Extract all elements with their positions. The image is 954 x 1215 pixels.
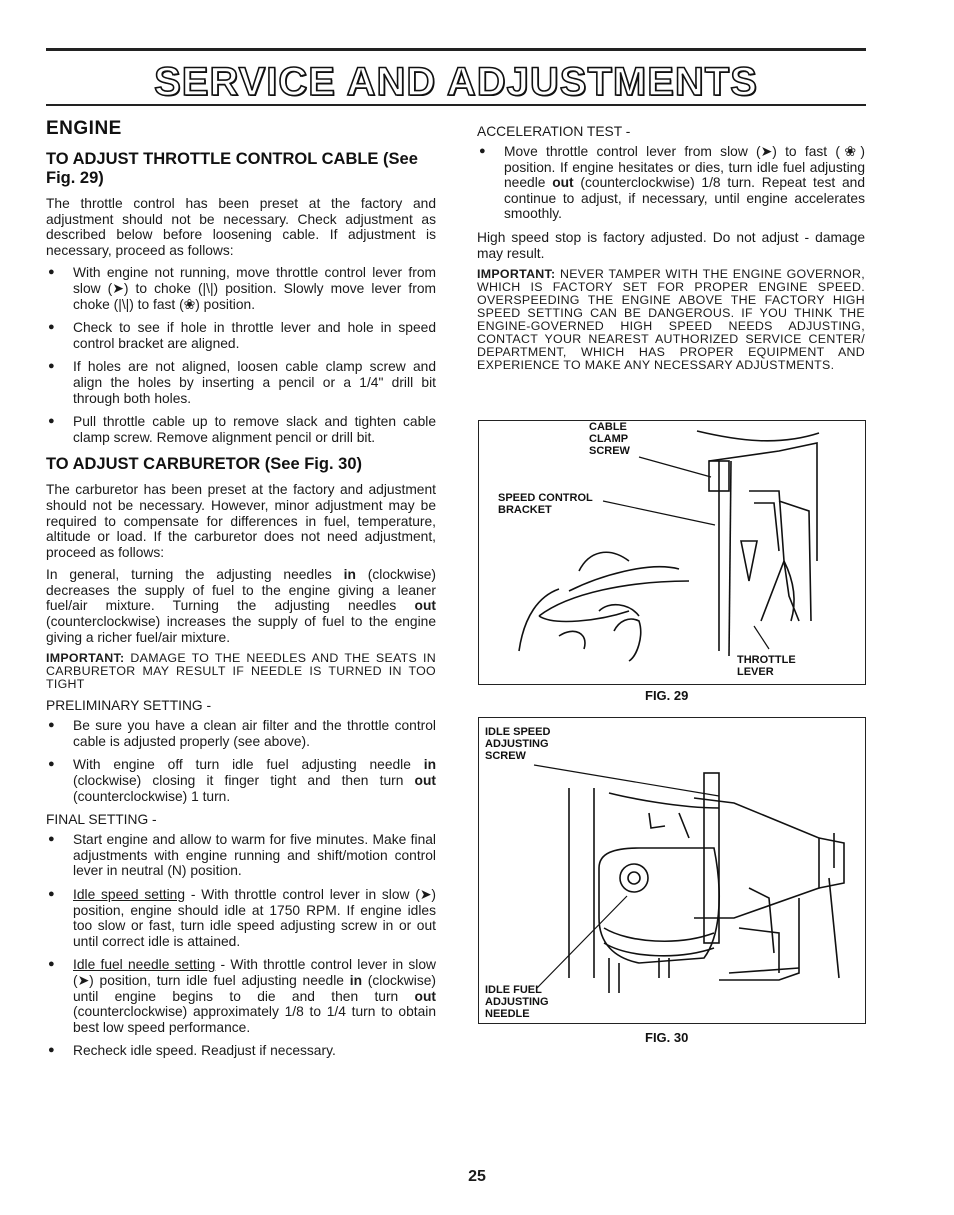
list-item: ● Be sure you have a clean air filter and the throttle control cable is adjusted properly (see above). [48,718,436,749]
list-item: ● Recheck idle speed. Readjust if necessary. [48,1043,336,1059]
page-number: 25 [468,1168,486,1185]
list-item: ● With engine off turn idle fuel adjusting needle in (clockwise) closing it finger tight and then turn out (counterclockwise) 1 turn. [48,757,436,804]
throttle-steps [46,265,436,445]
heading-throttle-cable: TO ADJUST THROTTLE CONTROL CABLE (See Fig. 29) [46,150,418,187]
final-steps [46,832,436,1059]
page-title: SERVICE AND ADJUSTMENTS [154,60,758,104]
carburetor-illustration [479,718,865,1023]
bullet-icon: ● [48,888,55,900]
cable-clamp-screw-label: CABLE CLAMP SCREW [589,421,630,457]
figure-30 [478,717,866,1024]
throttle-intro: The throttle control has been preset at the factory and adjustment should not be necessary. Check adjustment as described below before loosening cable. If adjustment is necessary, proceed as follows: [46,196,436,258]
throttle-linkage-illustration [479,421,865,684]
bullet-icon: ● [48,833,55,846]
list-item: ● Move throttle control lever from slow (➤) to fast (❀) position. If engine hesitates or dies, turn idle fuel adjusting needle out (counterclockwise) 1/8 turn. Repeat test and continue to adjust, if necessary, until engine accelerates smoothly. [479,144,866,222]
idle-fuel-needle-label: IDLE FUEL ADJUSTING NEEDLE [485,984,549,1020]
bullet-icon: ● [48,1044,55,1057]
governor-important-note: IMPORTANT: NEVER TAMPER WITH THE ENGINE GOVERNOR, WHICH IS FACTORY SET FOR PROPER ENGINE SPEED. OVERSPEEDING THE ENGINE ABOVE THE FACTORY HIGH SPEED SETTING CAN BE DANGEROUS. IF YOU THINK THE ENGINE-GOVERNED HIGH SPEED NEEDS ADJUSTING, CONTACT YOUR NEAREST AUTHORIZED SERVICE CENTER/ DEPARTMENT, WHICH HAS PROPER EQUIPMENT AND EXPERIENCE TO MAKE ANY NECESSARY ADJUSTMENTS. [477,267,865,373]
list-item: ● With engine not running, move throttle control lever from slow (➤) to choke (|\|) position. Slowly move lever from choke (|\|) to fast (❀) position. [48,265,436,312]
carb-important-note: IMPORTANT: DAMAGE TO THE NEEDLES AND THE SEATS IN CARBURETOR MAY RESULT IF NEEDLE IS TURNED IN TOO TIGHT [46,651,436,692]
bullet-icon: ● [48,266,55,279]
bullet-icon: ● [479,145,486,157]
list-item: ● Idle speed setting - With throttle control lever in slow (➤) position, engine should idle at 1750 RPM. If engine idles too slow or fast, turn idle speed adjusting screw in or out until correct idle is attained. [48,887,437,949]
bullet-icon: ● [48,415,55,428]
high-speed-note: High speed stop is factory adjusted. Do not adjust - damage may result. [477,229,865,261]
left-column [46,118,436,1067]
figure-30-caption: FIG. 30 [645,1030,689,1045]
right-column [477,124,865,379]
speed-control-bracket-label: SPEED CONTROL BRACKET [498,492,593,516]
title-rule [46,104,866,106]
preliminary-heading: PRELIMINARY SETTING - [46,698,212,714]
bullet-icon: ● [48,758,55,771]
carb-intro: The carburetor has been preset at the factory and adjustment should not be necessary. However, minor adjustment may be required to compensate for differences in fuel, temperature, altitude or load. If the carburetor does not need adjustment, proceed as follows: [46,482,436,560]
section-heading-engine: ENGINE [46,118,122,139]
idle-speed-screw-label: IDLE SPEED ADJUSTING SCREW [485,726,551,762]
bullet-icon: ● [48,321,55,334]
list-item: ● Pull throttle cable up to remove slack and tighten cable clamp screw. Remove alignment pencil or drill bit. [48,414,436,445]
list-item: ● Check to see if hole in throttle lever and hole in speed control bracket are aligned. [48,320,436,351]
list-item: ● Start engine and allow to warm for five minutes. Make final adjustments with engine running and shift/motion control lever in neutral (N) position. [48,832,436,879]
acceleration-heading: ACCELERATION TEST - [477,124,631,139]
bullet-icon: ● [48,958,55,971]
figure-29-caption: FIG. 29 [645,688,689,703]
bullet-icon: ● [48,719,55,732]
heading-carburetor: TO ADJUST CARBURETOR (See Fig. 30) [46,455,362,474]
throttle-lever-label: THROTTLE LEVER [737,654,796,678]
figure-29 [478,420,866,685]
acceleration-steps [477,144,865,222]
preliminary-steps [46,718,436,804]
final-heading: FINAL SETTING - [46,812,157,828]
list-item: ● Idle fuel needle setting - With throttle control lever in slow (➤) position, turn idle fuel adjusting needle in (clockwise) until engine begins to die and then turn out (counterclockwise) approximately 1/8 to 1/4 turn to obtain best low speed performance. [48,957,436,1035]
carb-needles-info: In general, turning the adjusting needles in (clockwise) decreases the supply of fuel to the engine giving a leaner fuel/air mixture. Turning the adjusting needles out (counterclockwise) increases the supply of fuel to the engine giving a richer fuel/air mixture. [46,567,436,645]
top-rule [46,48,866,51]
list-item: ● If holes are not aligned, loosen cable clamp screw and align the holes by inserting a pencil or a 1/4" drill bit through both holes. [48,359,436,406]
bullet-icon: ● [48,360,55,373]
